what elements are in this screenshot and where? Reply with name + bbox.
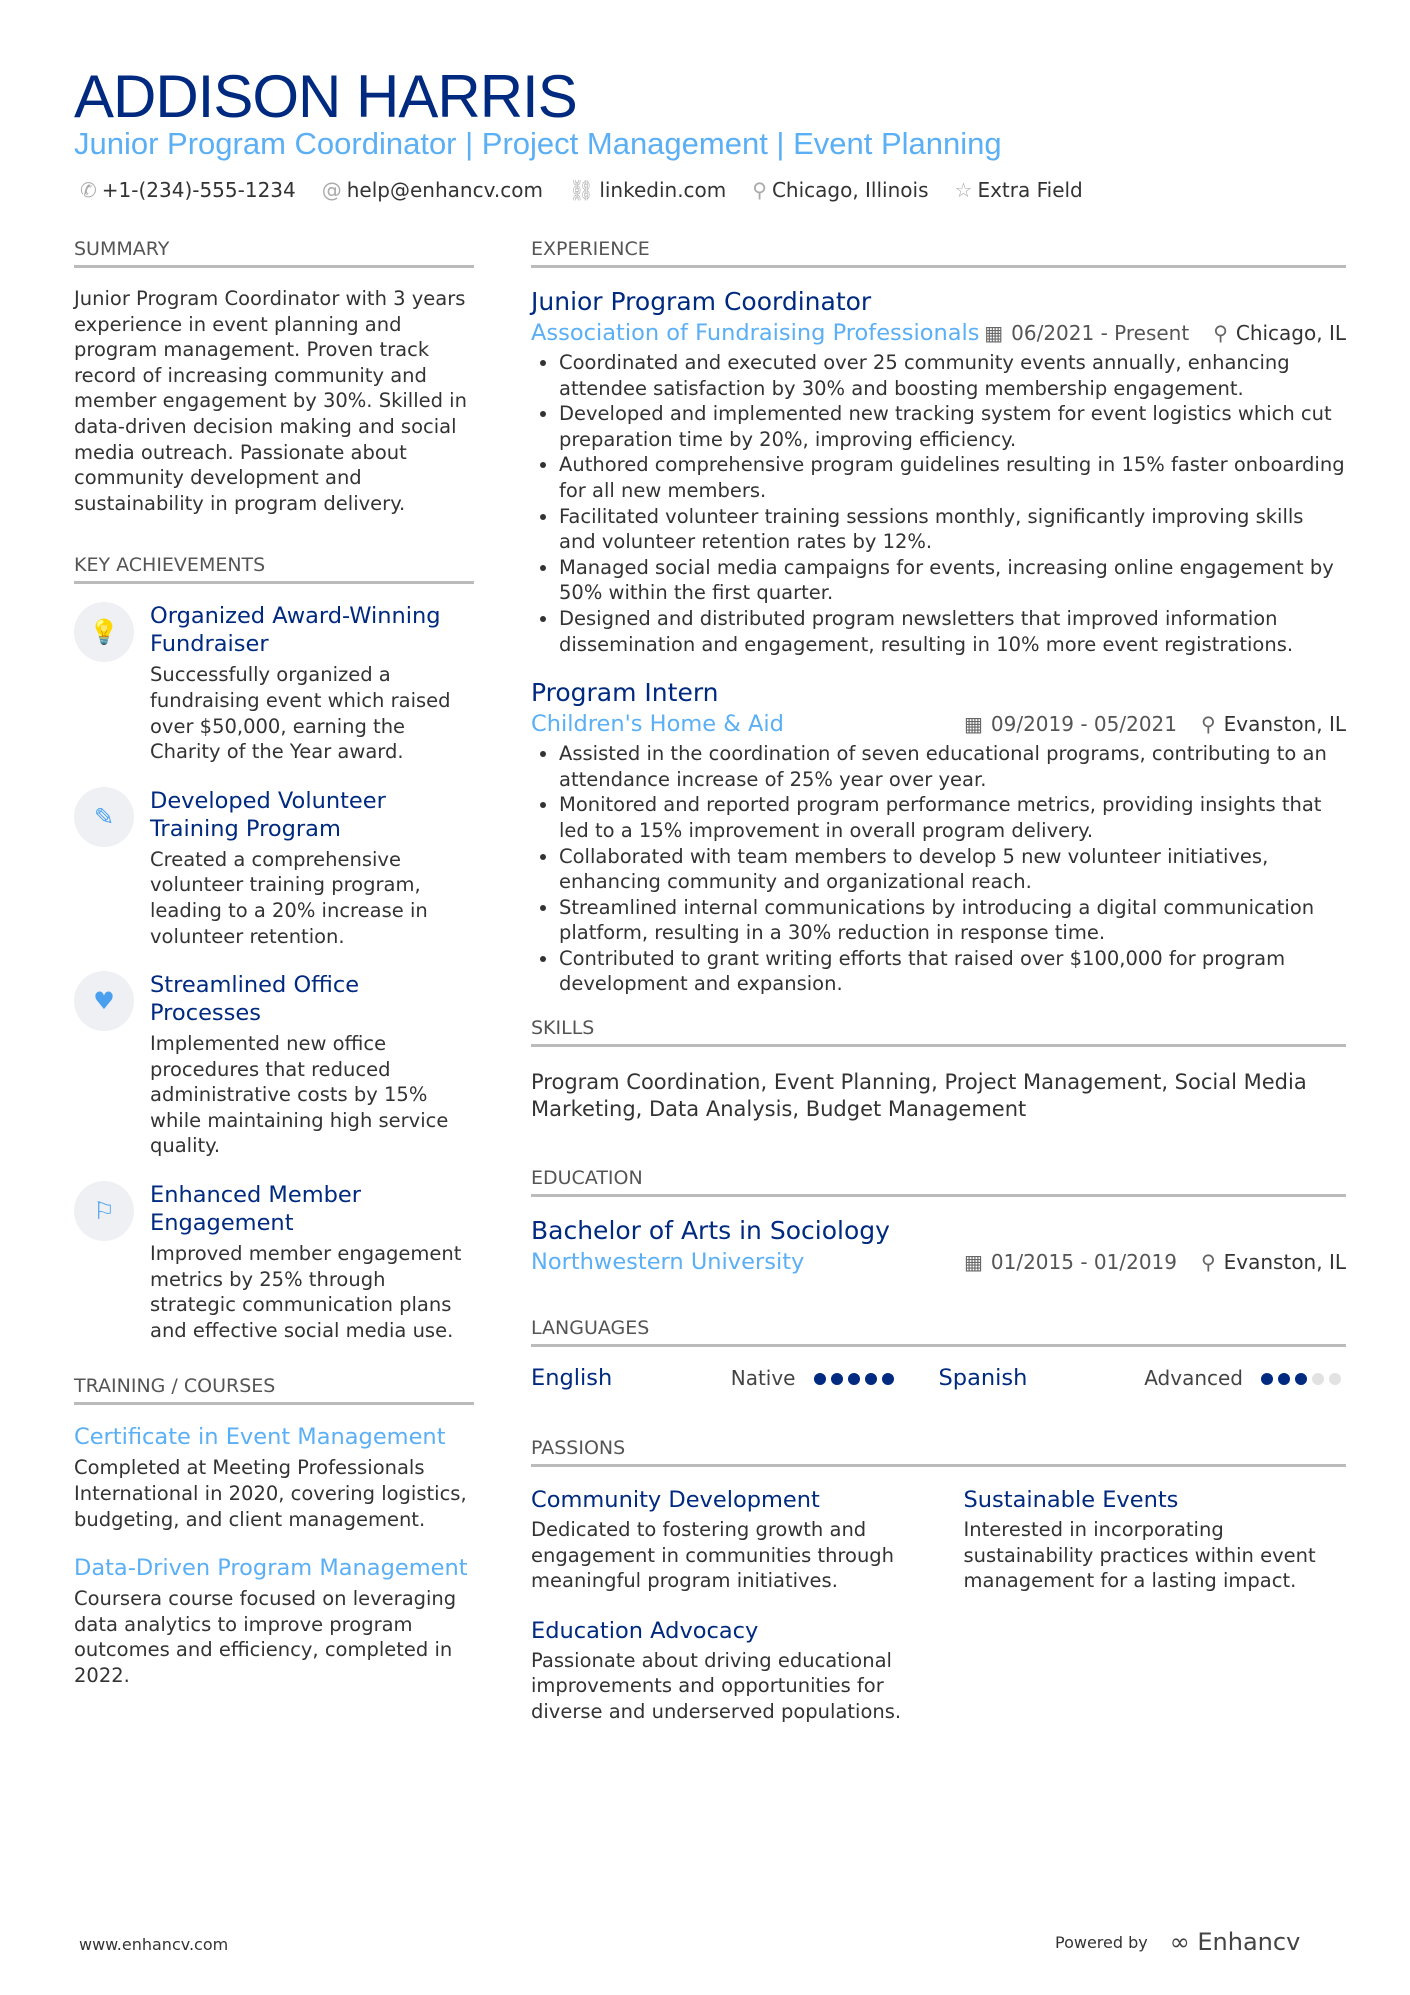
- achievement-text: Created a comprehensive volunteer training program, leading to a 20% increase in volunteer retention.: [150, 847, 428, 948]
- summary-heading: SUMMARY: [74, 238, 474, 268]
- bullet: • Managed social media campaigns for events, increasing online engagement by 50% within the first quarter.: [559, 555, 1346, 606]
- heart-icon: ♥: [74, 971, 134, 1031]
- training-text: Completed at Meeting Professionals International in 2020, covering logistics, budgeting, and client management.: [74, 1456, 467, 1531]
- bullet: • Coordinated and executed over 25 community events annually, enhancing attendee satisfaction by 30% and boosting membership engagement.: [559, 350, 1346, 401]
- bullet: • Developed and implemented new tracking system for event logistics which cut preparation time by 20%, improving efficiency.: [559, 401, 1346, 452]
- achievement-text: Implemented new office procedures that reduced administrative costs by 15% while maintaining high service quality.: [150, 1032, 449, 1158]
- passion-title: Sustainable Events: [963, 1487, 1179, 1514]
- achievement-title: Organized Award-Winning Fundraiser: [150, 603, 441, 658]
- passion-text: Interested in incorporating sustainability practices within event management for a lasting impact.: [963, 1518, 1316, 1593]
- contact-bar: [80, 178, 1083, 202]
- job-title: Junior Program Coordinator: [531, 287, 872, 316]
- achievement-body: [150, 971, 474, 1159]
- contact-extra: [955, 178, 1083, 202]
- skills-heading: SKILLS: [531, 1017, 1346, 1047]
- skills-text: Program Coordination, Event Planning, Project Management, Social Media Marketing, Data Analysis, Budget Management: [531, 1070, 1307, 1122]
- achievement-title: Streamlined Office Processes: [150, 972, 360, 1027]
- rating-dot: [1261, 1373, 1273, 1385]
- achievement-text: Improved member engagement metrics by 25% through strategic communication plans and effective social media use.: [150, 1242, 462, 1342]
- summary-text: Junior Program Coordinator with 3 years experience in event planning and program management. Proven track record of increasing community and member engagement by 30%. Skilled in data-driven decision making and social media outreach. Passionate about community development and sustainability in program delivery.: [74, 287, 467, 515]
- job-meta: [531, 709, 1346, 739]
- left-column: [74, 238, 474, 1689]
- education-heading: EDUCATION: [531, 1167, 1346, 1197]
- job-dates: 09/2019 - 05/2021: [990, 712, 1177, 737]
- job-entry: [531, 677, 1346, 997]
- job-dates: 06/2021 - Present: [1011, 321, 1190, 345]
- achievement-body: [150, 602, 474, 764]
- extra-text: Extra Field: [977, 178, 1083, 202]
- passion-item: [531, 1616, 914, 1725]
- bullet: • Collaborated with team members to develop 5 new volunteer initiatives, enhancing community and organizational reach.: [559, 844, 1346, 895]
- language-name: Spanish: [938, 1365, 1028, 1392]
- brand-name: Enhancv: [1197, 1928, 1301, 1956]
- school: Northwestern University: [531, 1249, 805, 1276]
- passion-item: [964, 1485, 1347, 1594]
- right-column: [531, 238, 1346, 1725]
- language-item: [531, 1365, 939, 1391]
- rating-dot: [1329, 1373, 1341, 1385]
- bullet: • Streamlined internal communications by introducing a digital communication platform, resulting in a 30% reduction in response time.: [559, 895, 1346, 946]
- education-location: Evanston, IL: [1223, 1250, 1346, 1275]
- achievement-title: Developed Volunteer Training Program: [150, 787, 386, 842]
- footer-powered: [1055, 1928, 1300, 1956]
- company-name: Children's Home & Aid: [531, 711, 784, 738]
- link-icon: ⛓: [568, 178, 595, 202]
- candidate-name: ADDISON HARRIS: [74, 63, 577, 130]
- bullet: • Monitored and reported program performance metrics, providing insights that led to a 15% improvement in overall program delivery.: [559, 792, 1346, 843]
- phone-icon: ✆: [80, 178, 97, 202]
- experience-heading: EXPERIENCE: [531, 238, 1346, 268]
- achievement-title: Enhanced Member Engagement: [150, 1182, 361, 1237]
- rating-dot: [848, 1373, 860, 1385]
- achievement-body: [150, 1181, 474, 1343]
- achievement-body: [150, 787, 474, 949]
- language-name: English: [531, 1365, 613, 1392]
- location-icon: ⚲: [752, 178, 767, 202]
- infinity-icon: ∞: [1169, 1928, 1190, 1956]
- training-item: [74, 1423, 474, 1532]
- training-title: Data-Driven Program Management: [74, 1555, 468, 1582]
- contact-linkedin[interactable]: [569, 178, 726, 202]
- language-rating: [814, 1366, 899, 1390]
- achievement-item: [74, 971, 474, 1159]
- magic-wand-icon: ✎: [74, 787, 134, 847]
- phone-text: +1-(234)-555-1234: [101, 178, 296, 202]
- footer-website[interactable]: www.enhancv.com: [79, 1935, 229, 1954]
- bullet: • Designed and distributed program newsletters that improved information dissemination and engagement, resulting in 10% more event registrations.: [559, 606, 1346, 657]
- bullet: • Authored comprehensive program guidelines resulting in 15% faster onboarding for all new members.: [559, 452, 1346, 503]
- rating-dot: [814, 1373, 826, 1385]
- calendar-icon: ▦: [963, 712, 983, 737]
- training-item: [74, 1554, 474, 1688]
- powered-by-text: Powered by: [1055, 1932, 1148, 1952]
- passion-text: Passionate about driving educational improvements and opportunities for diverse and underserved populations.: [531, 1648, 902, 1724]
- languages-list: [531, 1365, 1346, 1391]
- job-title: Program Intern: [531, 678, 719, 708]
- passion-title: Education Advocacy: [531, 1617, 759, 1644]
- location-icon: ⚲: [1213, 321, 1228, 345]
- achievement-item: [74, 602, 474, 764]
- star-icon: ☆: [954, 178, 973, 202]
- education-dates: 01/2015 - 01/2019: [990, 1250, 1177, 1275]
- rating-dot: [1295, 1373, 1307, 1385]
- language-rating: [1261, 1366, 1346, 1390]
- achievement-item: [74, 787, 474, 949]
- location-icon: ⚲: [1201, 712, 1216, 737]
- rating-dot: [1278, 1373, 1290, 1385]
- training-text: Coursera course focused on leveraging data analytics to improve program outcomes and efficiency, completed in 2022.: [74, 1587, 457, 1687]
- linkedin-text[interactable]: linkedin.com: [599, 178, 727, 202]
- contact-phone: [80, 178, 296, 202]
- at-icon: @: [321, 178, 342, 202]
- passions-heading: PASSIONS: [531, 1437, 1346, 1467]
- rating-dot: [865, 1373, 877, 1385]
- language-item: [939, 1365, 1347, 1391]
- lightbulb-icon: 💡: [74, 602, 134, 662]
- experience-list: [531, 286, 1346, 997]
- language-level: Native: [730, 1366, 796, 1391]
- passions-list: [531, 1485, 1346, 1725]
- language-level: Advanced: [1144, 1366, 1243, 1391]
- contact-location: [752, 178, 928, 202]
- job-location: Evanston, IL: [1223, 712, 1346, 737]
- flag-icon: ⚐: [74, 1181, 134, 1241]
- rating-dot: [831, 1373, 843, 1385]
- location-text: Chicago, Illinois: [771, 178, 929, 202]
- passion-item: [531, 1485, 914, 1594]
- calendar-icon: ▦: [984, 321, 1004, 345]
- achievements-list: [74, 602, 474, 1343]
- achievements-heading: KEY ACHIEVEMENTS: [74, 554, 474, 584]
- passion-text: Dedicated to fostering growth and engagement in communities through meaningful program initiatives.: [531, 1518, 895, 1593]
- job-bullets: [531, 350, 1346, 657]
- achievement-item: [74, 1181, 474, 1343]
- education-meta: [531, 1247, 1346, 1277]
- job-entry: [531, 286, 1346, 657]
- job-bullets: [531, 741, 1346, 997]
- training-heading: TRAINING / COURSES: [74, 1375, 474, 1405]
- rating-dot: [882, 1373, 894, 1385]
- bullet: • Assisted in the coordination of seven educational programs, contributing to an attendance increase of 25% year over year.: [559, 741, 1346, 792]
- company-name: Association of Fundraising Professionals: [531, 320, 980, 346]
- calendar-icon: ▦: [963, 1250, 983, 1275]
- email-text[interactable]: help@enhancv.com: [346, 178, 543, 202]
- location-icon: ⚲: [1201, 1250, 1216, 1275]
- bullet: • Facilitated volunteer training sessions monthly, significantly improving skills and volunteer retention rates by 12%.: [559, 504, 1346, 555]
- enhancv-logo: [1170, 1928, 1301, 1956]
- rating-dot: [1312, 1373, 1324, 1385]
- bullet: • Contributed to grant writing efforts that raised over $100,000 for program development and expansion.: [559, 946, 1346, 997]
- passion-title: Community Development: [531, 1487, 820, 1514]
- contact-email[interactable]: [322, 178, 543, 202]
- training-title: Certificate in Event Management: [74, 1424, 446, 1451]
- degree: Bachelor of Arts in Sociology: [531, 1216, 890, 1246]
- job-meta: [531, 318, 1346, 348]
- job-location: Chicago, IL: [1235, 321, 1346, 345]
- achievement-text: Successfully organized a fundraising event which raised over $50,000, earning the Charity of the Year award.: [150, 663, 451, 764]
- candidate-title: Junior Program Coordinator | Project Management | Event Planning: [74, 126, 1002, 161]
- languages-heading: LANGUAGES: [531, 1317, 1346, 1347]
